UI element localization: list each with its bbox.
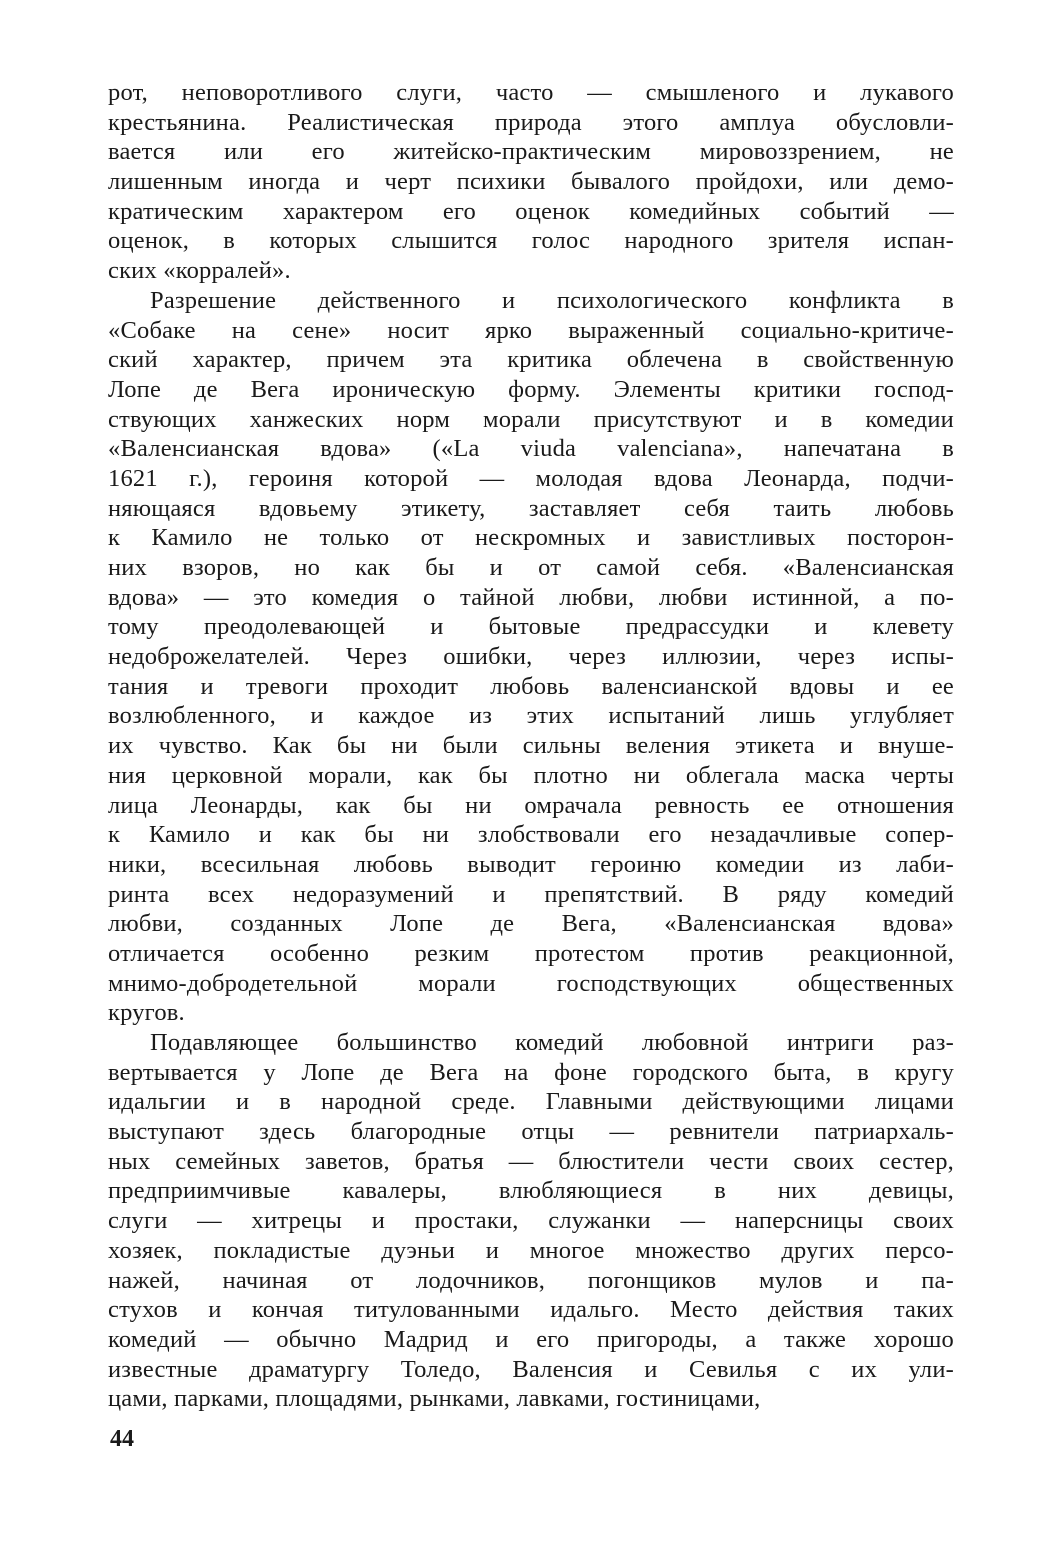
text-line: [108, 464, 954, 494]
text-line-content: предприимчивые кавалеры, влюбляющиеся в них девицы,: [108, 1177, 954, 1205]
text-line-content: хозяек, покладистые дуэньи и многое множество других персо-: [108, 1236, 954, 1264]
text-line: [108, 969, 954, 999]
text-line-content: ских «корралей».: [108, 257, 291, 285]
text-line-content: нажей, начиная от лодочников, погонщиков мулов и па-: [108, 1266, 954, 1294]
text-line-content: них взоров, но как бы и от самой себя. «Валенсианская: [108, 554, 954, 581]
text-line-content: выступают здесь благородные отцы — ревнители патриархаль-: [108, 1118, 954, 1146]
text-line: [108, 1355, 954, 1385]
text-line: [108, 78, 954, 108]
text-line: [108, 850, 954, 880]
text-line-content: лишенным иногда и черт психики бывалого пройдохи, или демо-: [108, 168, 954, 196]
text-line: [108, 1295, 954, 1325]
text-line: [108, 880, 954, 910]
text-line-content: «Собаке на сене» носит ярко выраженный социально-критиче-: [108, 316, 954, 344]
text-line-content: Разрешение действенного и психологического конфликта в: [150, 286, 954, 314]
body-text: [108, 78, 954, 1414]
text-line: [108, 1058, 954, 1088]
text-line: [108, 345, 954, 375]
page-number: 44: [110, 1426, 134, 1452]
text-line-content: вдова» — это комедия о тайной любви, любви истинной, а по-: [108, 583, 954, 611]
text-line-content: идальгии и в народной среде. Главными действующими лицами: [108, 1088, 954, 1116]
text-line: [108, 642, 954, 672]
text-line: [108, 820, 954, 850]
text-line: [108, 197, 954, 227]
text-line: [108, 998, 954, 1028]
text-line: [108, 434, 954, 464]
text-line-content: крестьянина. Реалистическая природа этого амплуа обусловли-: [108, 108, 954, 136]
text-line: [108, 939, 954, 969]
text-line-content: тому преодолевающей и бытовые предрассудки и клевету: [108, 613, 954, 641]
text-line-content: ники, всесильная любовь выводит героиню комедии из лаби-: [108, 850, 954, 878]
text-line: [108, 405, 954, 435]
paragraph: [108, 78, 954, 286]
text-line-content: ствующих ханжеских норм морали присутствуют и в комедии: [108, 405, 954, 433]
text-line-content: их чувство. Как бы ни были сильны веления этикета и внуше-: [108, 732, 954, 760]
text-line-content: ния церковной морали, как бы плотно ни облегала маска черты: [108, 761, 954, 789]
text-line: [108, 523, 954, 553]
text-line-content: Подавляющее большинство комедий любовной интриги раз-: [150, 1029, 954, 1056]
text-line-content: к Камило и как бы ни злобствовали его незадачливые сопер-: [108, 821, 954, 849]
text-line: [108, 909, 954, 939]
text-line: [108, 1087, 954, 1117]
text-line: [108, 701, 954, 731]
text-line: [108, 1236, 954, 1266]
text-line-content: лица Леонарды, как бы ни омрачала ревность ее отношения: [108, 791, 954, 819]
text-line-content: мнимо-добродетельной морали господствующих общественных: [108, 969, 954, 997]
text-line: [108, 1325, 954, 1355]
text-line: [108, 612, 954, 642]
text-line: [108, 731, 954, 761]
text-line: [108, 1266, 954, 1296]
text-line: [108, 167, 954, 197]
paragraph: [108, 286, 954, 1028]
text-line-content: 1621 г.), героиня которой — молодая вдова Леонарда, подчи-: [108, 464, 954, 492]
text-line-content: любви, созданных Лопе де Вега, «Валенсианская вдова»: [108, 910, 954, 938]
text-line: [108, 672, 954, 702]
text-line: [108, 375, 954, 405]
text-line: [108, 1176, 954, 1206]
text-line-content: оценок, в которых слышится голос народного зрителя испан-: [108, 227, 954, 255]
text-line: [108, 791, 954, 821]
text-line-content: возлюбленного, и каждое из этих испытаний лишь углубляет: [108, 702, 954, 730]
text-line-content: к Камило не только от нескромных и завистливых посторон-: [108, 524, 954, 552]
text-line: [108, 226, 954, 256]
text-line: [108, 494, 954, 524]
text-line-content: тания и тревоги проходит любовь валенсианской вдовы и ее: [108, 672, 954, 700]
text-line-content: ных семейных заветов, братья — блюстители чести своих сестер,: [108, 1147, 954, 1175]
text-line-content: кратическим характером его оценок комедийных событий —: [108, 197, 954, 225]
text-line-content: цами, парками, площадями, рынками, лавками, гостиницами,: [108, 1385, 761, 1413]
text-line-content: недоброжелателей. Через ошибки, через иллюзии, через испы-: [108, 643, 954, 671]
text-line: [108, 1384, 954, 1414]
paragraph: [108, 1028, 954, 1414]
text-line: [108, 108, 954, 138]
text-line: [108, 1028, 954, 1058]
text-line: [108, 1117, 954, 1147]
text-line: [108, 583, 954, 613]
text-line-content: слуги — хитрецы и простаки, служанки — наперсницы своих: [108, 1207, 954, 1235]
text-line: [108, 761, 954, 791]
text-line-content: Лопе де Вега ироническую форму. Элементы критики господ-: [108, 375, 954, 403]
text-line: [108, 553, 954, 583]
text-line-content: няющаяся вдовьему этикету, заставляет себя таить любовь: [108, 494, 954, 522]
text-line-content: кругов.: [108, 999, 185, 1027]
text-line: [108, 1206, 954, 1236]
text-line: [108, 286, 954, 316]
text-line-content: вается или его житейско-практическим мировоззрением, не: [108, 138, 954, 166]
text-line-content: ский характер, причем эта критика облечена в свойственную: [108, 346, 954, 374]
text-line: [108, 1147, 954, 1177]
text-line-content: стухов и кончая титулованными идальго. Место действия таких: [108, 1296, 954, 1324]
text-line: [108, 316, 954, 346]
text-line-content: отличается особенно резким протестом против реакционной,: [108, 939, 954, 967]
text-line-content: «Валенсианская вдова» («La viuda valenciana», напечатана в: [108, 435, 954, 463]
text-line-content: рот, неповоротливого слуги, часто — смышленого и лукавого: [108, 79, 954, 106]
text-line: [108, 256, 954, 286]
text-line: [108, 137, 954, 167]
text-line-content: известные драматургу Толедо, Валенсия и Севилья с их ули-: [108, 1355, 954, 1383]
text-line-content: ринта всех недоразумений и препятствий. В ряду комедий: [108, 880, 954, 908]
text-line-content: комедий — обычно Мадрид и его пригороды, а также хорошо: [108, 1325, 954, 1353]
text-line-content: вертывается у Лопе де Вега на фоне городского быта, в кругу: [108, 1058, 954, 1086]
